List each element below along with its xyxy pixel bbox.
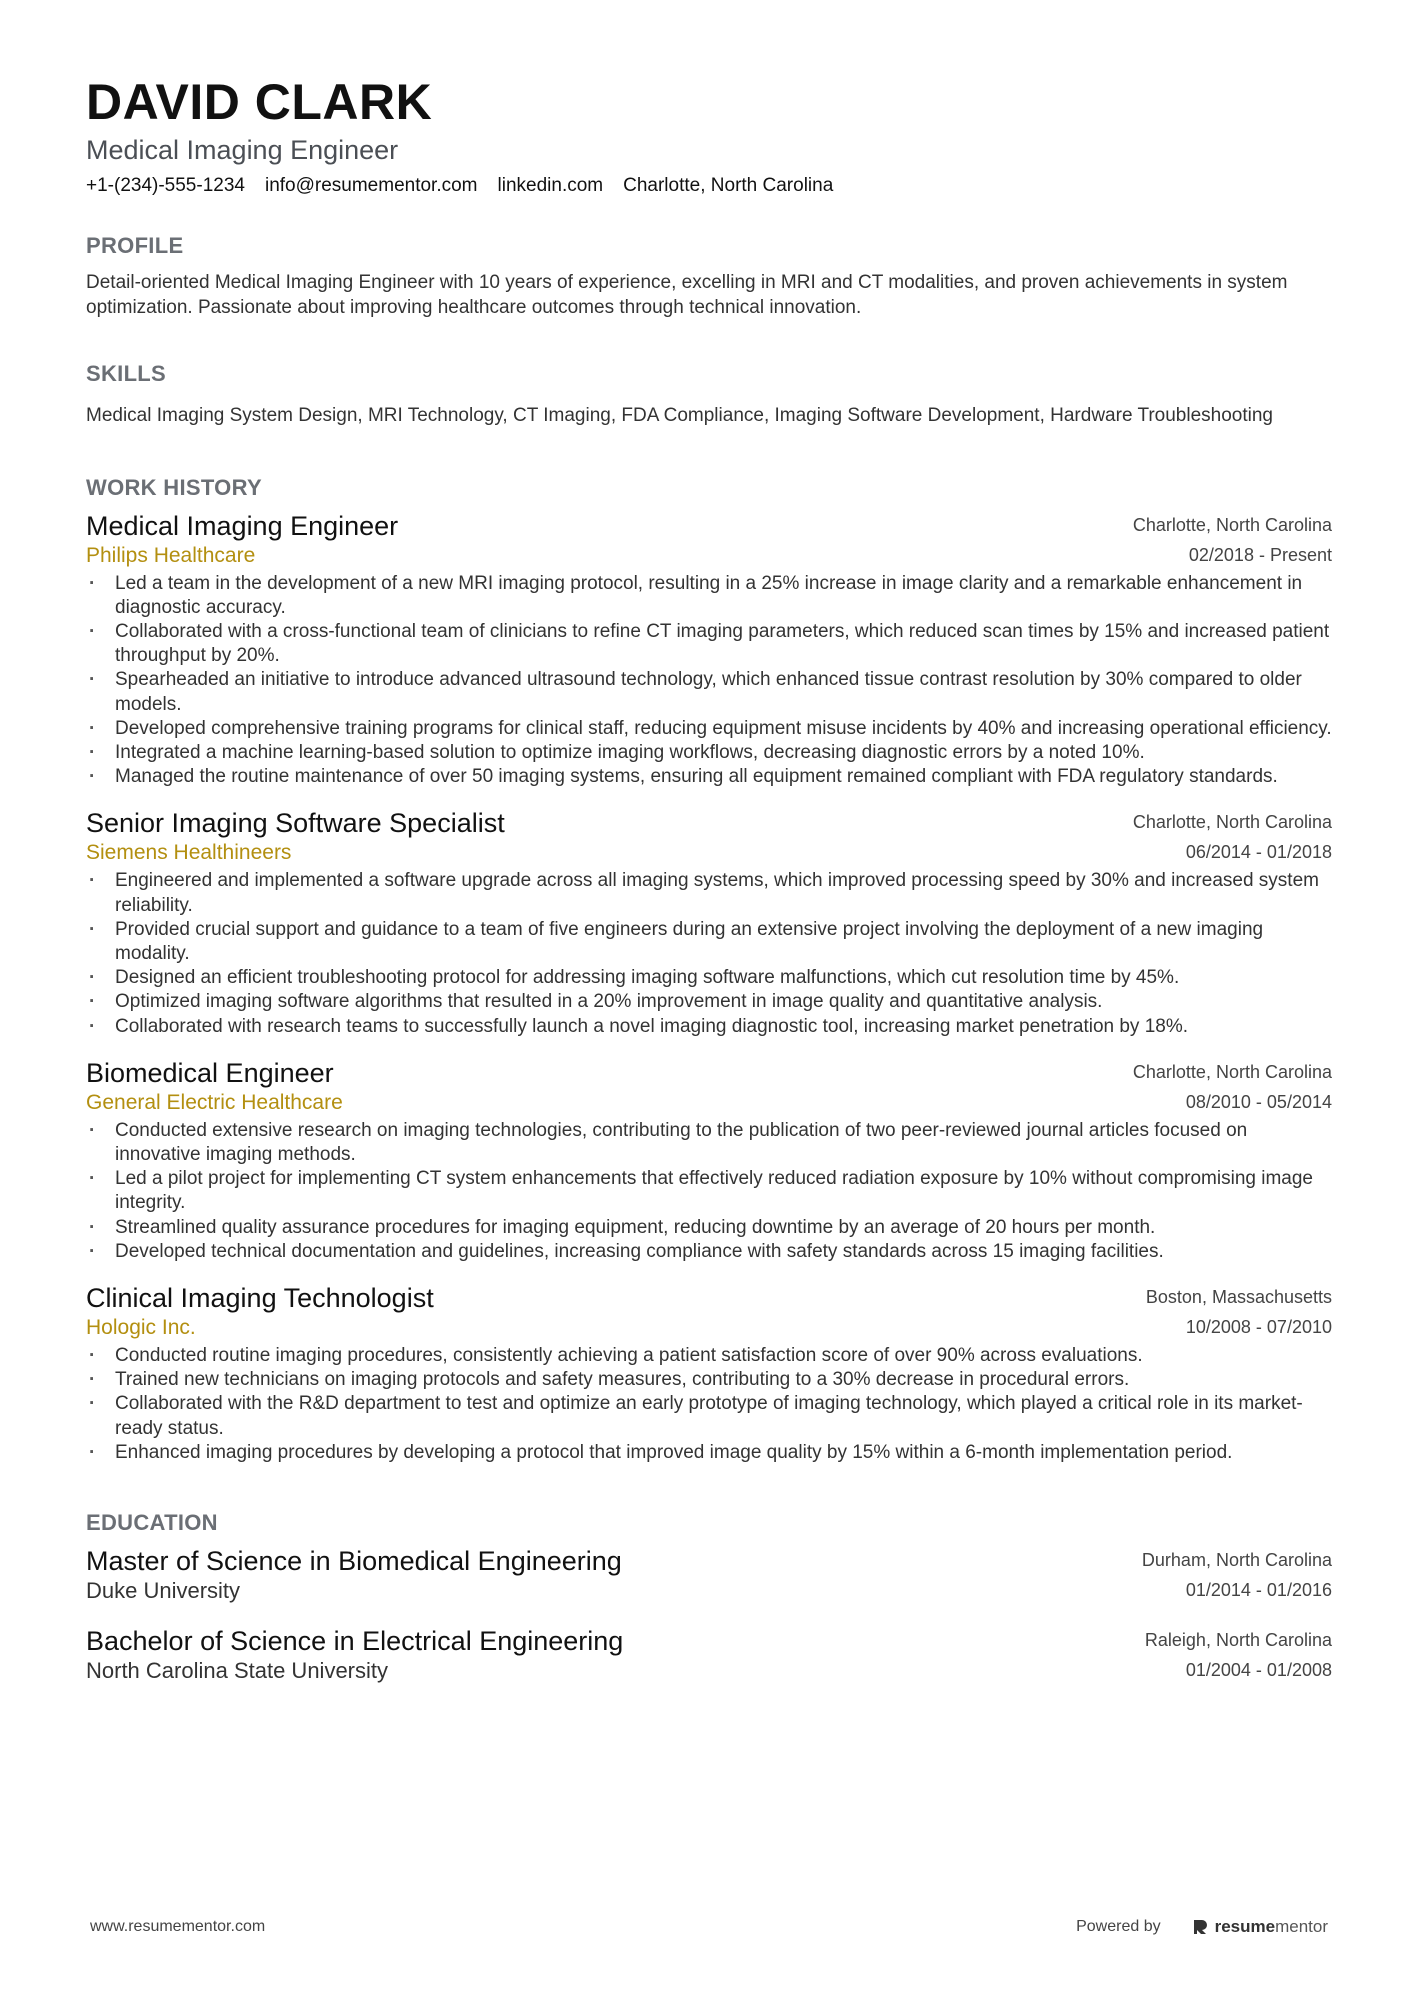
job-company: General Electric Healthcare xyxy=(86,1090,343,1114)
contact-location: Charlotte, North Carolina xyxy=(623,175,834,196)
degree-title: Master of Science in Biomedical Engineering xyxy=(86,1545,622,1576)
footer-website-link[interactable]: www.resumementor.com xyxy=(90,1918,266,1935)
contact-phone: +1-(234)-555-1234 xyxy=(86,175,245,196)
list-item: · Trained new technicians on imaging protocols and safety measures, contributing to a 30% decrease in procedural errors. xyxy=(86,1368,1332,1392)
list-item: · Conducted extensive research on imaging technologies, contributing to the publication of two peer-reviewed journal articles focused on innovative imaging methods. xyxy=(86,1119,1332,1167)
profile-text: Detail-oriented Medical Imaging Engineer with 10 years of experience, excelling in MRI and CT modalities, and proven achievements in system optimization. Passionate about improving healthcare outcomes through technical innovation. xyxy=(86,272,1288,318)
education-heading: EDUCATION xyxy=(86,1509,218,1535)
job-title: Medical Imaging Engineer xyxy=(86,510,399,541)
education-dates: 01/2014 - 01/2016 xyxy=(1185,1579,1332,1600)
list-item: · Optimized imaging software algorithms that resulted in a 20% improvement in image quality and quantitative analysis. xyxy=(86,990,1332,1014)
list-item: · Developed technical documentation and guidelines, increasing compliance with safety standards across 15 imaging facilities. xyxy=(86,1240,1332,1264)
profile-heading: PROFILE xyxy=(86,233,184,258)
list-item: · Collaborated with a cross-functional team of clinicians to refine CT imaging parameters, which reduced scan times by 15% and increased patient throughput by 20%. xyxy=(86,620,1332,668)
job-entry xyxy=(86,1057,1332,1264)
contact-linkedin[interactable]: linkedin.com xyxy=(497,175,604,196)
job-location: Charlotte, North Carolina xyxy=(1132,812,1332,833)
skills-heading: SKILLS xyxy=(86,361,167,386)
brand-light-text: mentor xyxy=(1275,1917,1328,1936)
job-location: Charlotte, North Carolina xyxy=(1132,514,1332,535)
education-dates: 01/2004 - 01/2008 xyxy=(1185,1659,1332,1680)
job-entry xyxy=(86,510,1332,790)
resume-page xyxy=(86,70,1332,1685)
job-entry xyxy=(86,1282,1332,1465)
brand-bold-text: resume xyxy=(1214,1917,1276,1936)
job-dates: 06/2014 - 01/2018 xyxy=(1185,842,1332,863)
skills-section xyxy=(86,360,1332,429)
page-footer xyxy=(90,1917,1328,1937)
job-dates: 02/2018 - Present xyxy=(1188,544,1332,565)
list-item: · Spearheaded an initiative to introduce advanced ultrasound technology, which enhanced tissue contrast resolution by 30% compared to older models. xyxy=(86,668,1332,716)
list-item: · Led a pilot project for implementing CT system enhancements that effectively reduced radiation exposure by 10% without compromising image integrity. xyxy=(86,1167,1332,1215)
work-history-heading: WORK HISTORY xyxy=(86,474,262,500)
school-name: Duke University xyxy=(86,1577,241,1603)
powered-by-label: Powered by xyxy=(1076,1918,1161,1935)
school-location: Durham, North Carolina xyxy=(1141,1549,1332,1570)
job-title: Biomedical Engineer xyxy=(86,1057,334,1088)
job-entry xyxy=(86,807,1332,1038)
job-bullets xyxy=(86,1119,1332,1264)
list-item: · Engineered and implemented a software upgrade across all imaging systems, which improved processing speed by 30% and increased system reliability. xyxy=(86,869,1332,917)
education-entry xyxy=(86,1545,1332,1605)
list-item: · Integrated a machine learning-based solution to optimize imaging workflows, decreasing diagnostic errors by a noted 10%. xyxy=(86,741,1332,765)
list-item: · Collaborated with research teams to successfully launch a novel imaging diagnostic tool, increasing market penetration by 18%. xyxy=(86,1015,1332,1039)
education-entry xyxy=(86,1625,1332,1685)
job-location: Charlotte, North Carolina xyxy=(1132,1061,1332,1082)
list-item: · Enhanced imaging procedures by developing a protocol that improved image quality by 15% within a 6-month implementation period. xyxy=(86,1441,1332,1465)
contact-line xyxy=(86,174,1332,198)
work-history-section xyxy=(86,474,1332,1465)
job-bullets xyxy=(86,1344,1332,1465)
resumementor-logo-icon xyxy=(1191,1918,1209,1936)
job-title: Clinical Imaging Technologist xyxy=(86,1282,434,1313)
school-location: Raleigh, North Carolina xyxy=(1144,1629,1332,1650)
list-item: · Conducted routine imaging procedures, consistently achieving a patient satisfaction score of over 90% across evaluations. xyxy=(86,1344,1332,1368)
education-section xyxy=(86,1509,1332,1685)
list-item: · Collaborated with the R&D department to test and optimize an early prototype of imaging technology, which played a critical role in its market-ready status. xyxy=(86,1392,1332,1440)
job-title: Senior Imaging Software Specialist xyxy=(86,808,505,839)
candidate-title: Medical Imaging Engineer xyxy=(86,135,399,165)
resumementor-logo[interactable] xyxy=(1191,1917,1328,1937)
degree-title: Bachelor of Science in Electrical Engineering xyxy=(86,1625,624,1656)
list-item: · Led a team in the development of a new MRI imaging protocol, resulting in a 25% increase in image clarity and a remarkable enhancement in diagnostic accuracy. xyxy=(86,572,1332,620)
skills-text: Medical Imaging System Design, MRI Technology, CT Imaging, FDA Compliance, Imaging Software Development, Hardware Troubleshooting xyxy=(86,405,1273,426)
profile-section xyxy=(86,232,1332,320)
job-bullets xyxy=(86,869,1332,1038)
job-dates: 08/2010 - 05/2014 xyxy=(1185,1091,1332,1112)
powered-by xyxy=(1076,1917,1328,1937)
list-item: · Designed an efficient troubleshooting protocol for addressing imaging software malfunctions, which cut resolution time by 45%. xyxy=(86,966,1332,990)
job-location: Boston, Massachusetts xyxy=(1145,1286,1332,1307)
contact-email[interactable]: info@resumementor.com xyxy=(264,175,478,196)
resume-header xyxy=(86,70,1332,198)
job-company: Siemens Healthineers xyxy=(86,841,292,865)
school-name: North Carolina State University xyxy=(86,1657,389,1683)
job-bullets xyxy=(86,572,1332,790)
job-dates: 10/2008 - 07/2010 xyxy=(1185,1316,1332,1337)
list-item: · Developed comprehensive training programs for clinical staff, reducing equipment misuse incidents by 40% and increasing operational efficiency. xyxy=(86,717,1332,741)
list-item: · Provided crucial support and guidance to a team of five engineers during an extensive project involving the deployment of a new imaging modality. xyxy=(86,918,1332,966)
list-item: · Streamlined quality assurance procedures for imaging equipment, reducing downtime by an average of 20 hours per month. xyxy=(86,1216,1332,1240)
job-company: Philips Healthcare xyxy=(86,543,256,567)
candidate-name: DAVID CLARK xyxy=(86,74,433,130)
list-item: · Managed the routine maintenance of over 50 imaging systems, ensuring all equipment remained compliant with FDA regulatory standards. xyxy=(86,765,1332,789)
job-company: Hologic Inc. xyxy=(86,1315,196,1339)
